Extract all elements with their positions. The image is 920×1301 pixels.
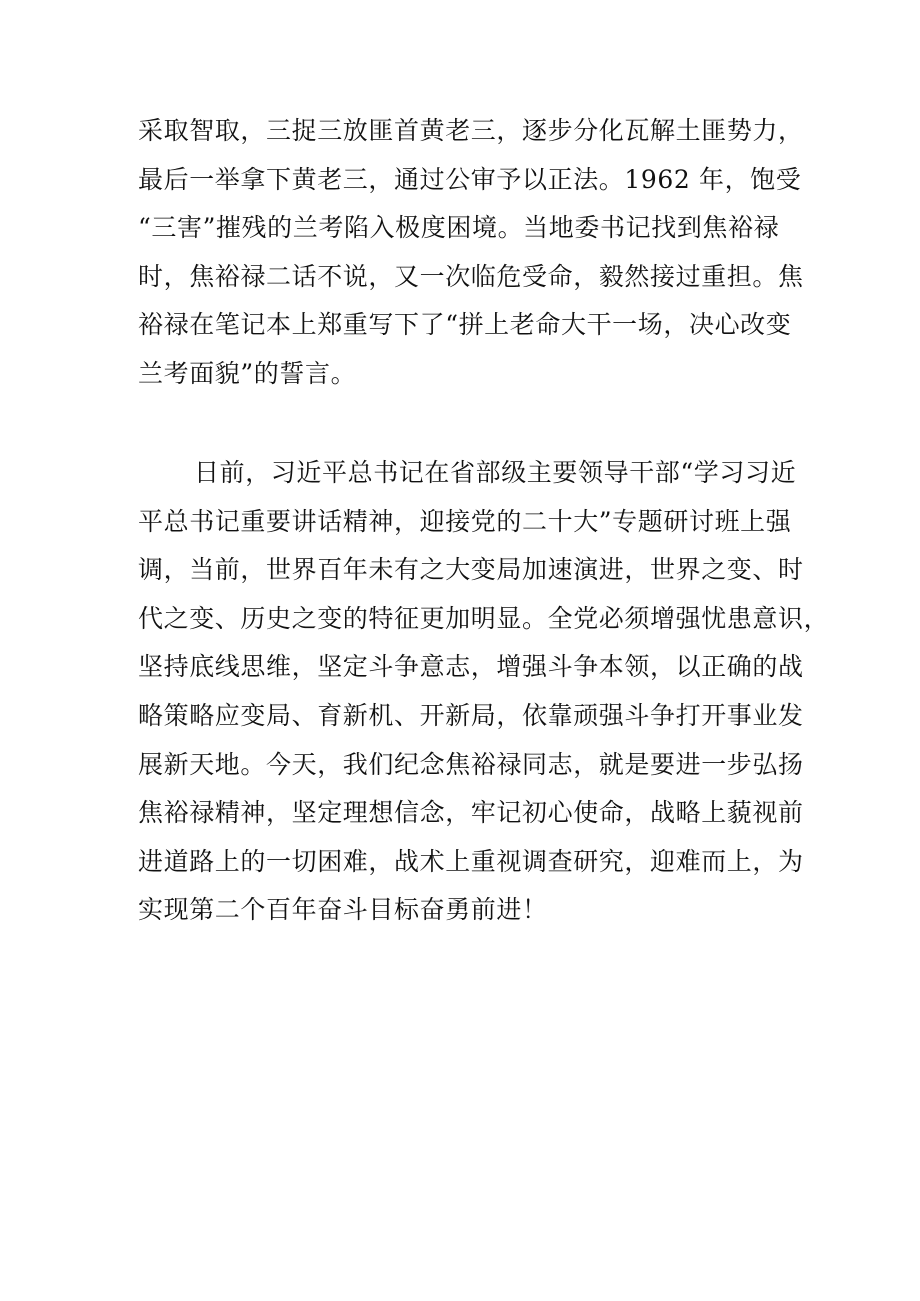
- text-line: 采取智取，三捉三放匪首黄老三，逐步分化瓦解土匪势力，: [138, 116, 804, 145]
- text-line: 兰考面貌”的誓言。: [138, 358, 357, 388]
- paragraph-2: [138, 449, 830, 935]
- paragraph-1: [138, 107, 804, 399]
- text-line: 调，当前，世界百年未有之大变局加速演进，世界之变、时: [138, 555, 804, 585]
- text-line: 进道路上的一切困难，战术上重视调查研究，迎难而上，为: [138, 846, 804, 876]
- text-line: 裕禄在笔记本上郑重写下了“拼上老命大干一场，决心改变: [138, 310, 792, 340]
- text-line: 焦裕禄精神，坚定理想信念，牢记初心使命，战略上藐视前: [138, 798, 804, 828]
- text-line: 略策略应变局、育新机、开新局，依靠顽强斗争打开事业发: [138, 700, 804, 730]
- text-line: 日前，习近平总书记在省部级主要领导干部“学习习近: [194, 458, 797, 487]
- text-line: 代之变、历史之变的特征更加明显。全党必须增强忧患意识，: [138, 603, 830, 633]
- text-line: 展新天地。今天，我们纪念焦裕禄同志，就是要进一步弘扬: [138, 749, 804, 779]
- text-line: 实现第二个百年奋斗目标奋勇前进！: [138, 895, 548, 925]
- text-line: 时，焦裕禄二话不说，又一次临危受命，毅然接过重担。焦: [138, 261, 804, 291]
- text-line: 坚持底线思维，坚定斗争意志，增强斗争本领，以正确的战: [138, 652, 804, 682]
- text-line: “三害”摧残的兰考陷入极度困境。当地委书记找到焦裕禄: [138, 213, 780, 243]
- text-line: 最后一举拿下黄老三，通过公审予以正法。1962 年，饱受: [138, 164, 802, 194]
- text-line: 平总书记重要讲话精神，迎接党的二十大”专题研讨班上强: [138, 506, 792, 536]
